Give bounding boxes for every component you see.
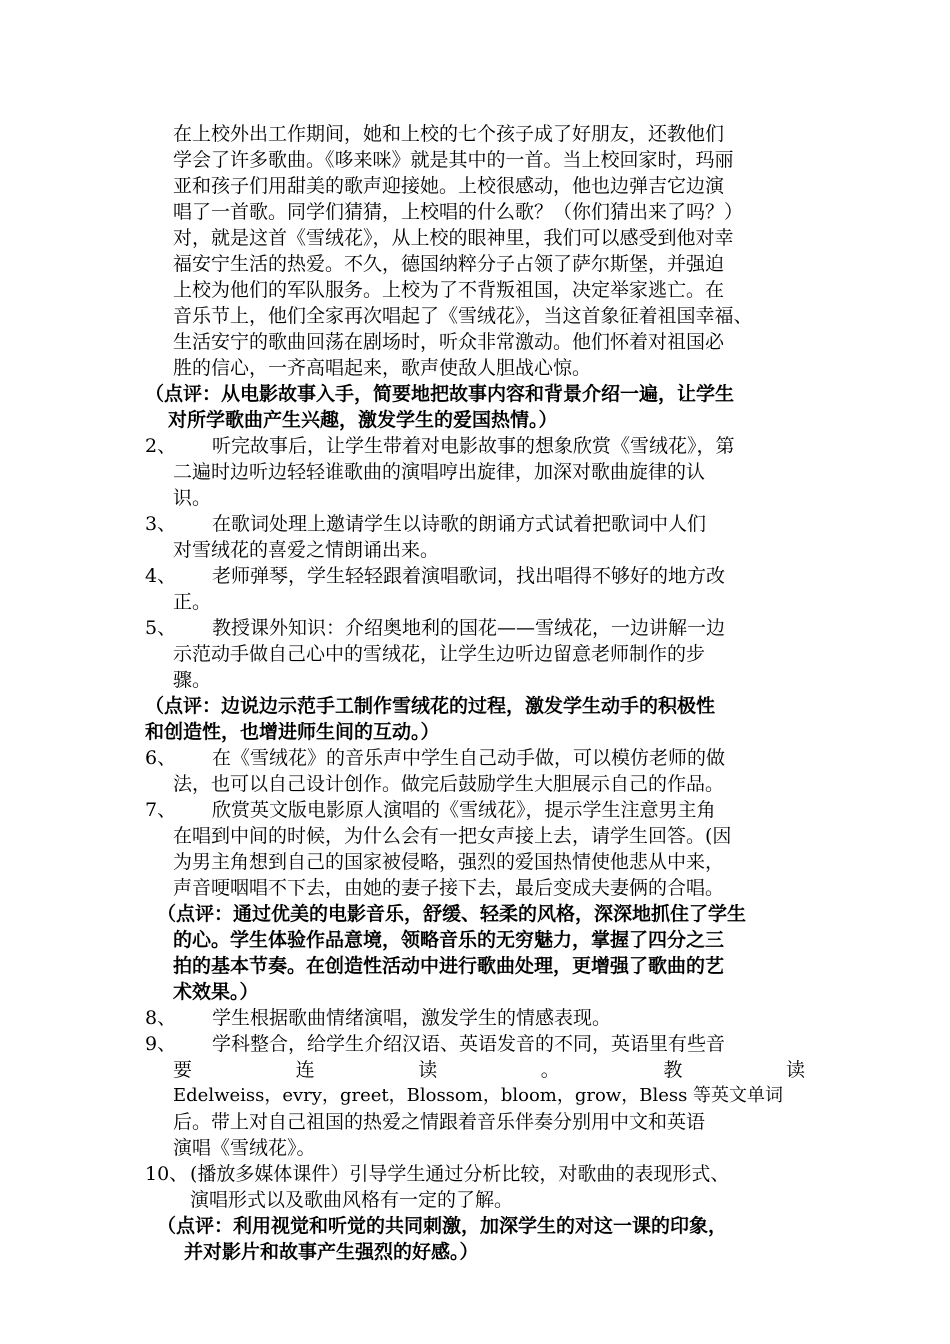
item-7-line-2: 在唱到中间的时候，为什么会有一把女声接上去，请学生回答。(因 (173, 825, 732, 847)
item-6-line-1: 在《雪绒花》的音乐声中学生自己动手做，可以模仿老师的做 (212, 747, 726, 769)
story-line-5: 对，就是这首《雪绒花》，从上校的眼神里，我们可以感受到他对幸 (173, 227, 734, 249)
item-5-line-2: 示范动手做自己心中的雪绒花，让学生边听边留意老师制作的步 (173, 643, 706, 665)
item-3-line-1: 在歌词处理上邀请学生以诗歌的朗诵方式试着把歌词中人们 (212, 513, 707, 535)
story-line-2: 学会了许多歌曲。《哆来咪》就是其中的一首。当上校回家时，玛丽 (173, 149, 734, 171)
item-9-word-2: 连 (295, 1059, 315, 1081)
item-8-line-1: 学生根据歌曲情绪演唱，激发学生的情感表现。 (212, 1007, 612, 1029)
story-line-6: 福安宁生活的热爱。不久，德国纳粹分子占领了萨尔斯堡，并强迫 (173, 253, 725, 275)
item-9-line-1: 学科整合，给学生介绍汉语、英语发音的不同，英语里有些音 (212, 1033, 726, 1055)
item-2-line-2: 二遍时边听边轻轻谁歌曲的演唱哼出旋律，加深对歌曲旋律的认 (173, 461, 706, 483)
story-line-7: 上校为他们的军队服务。上校为了不背叛祖国，决定举家逃亡。在 (173, 279, 725, 301)
item-2-line-3: 识。 (173, 487, 212, 509)
comment-1-line-1: （点评：从电影故事入手，简要地把故事内容和背景介绍一遍，让学生 (145, 383, 735, 405)
item-7-line-1: 欣赏英文版电影原人演唱的《雪绒花》，提示学生注意男主角 (212, 799, 716, 821)
comment-3-line-3: 拍的基本节奏。在创造性活动中进行歌曲处理，更增强了歌曲的艺 (173, 955, 725, 977)
item-10-line-2: 演唱形式以及歌曲风格有一定的了解。 (190, 1189, 514, 1211)
comment-2-line-1: （点评：边说边示范手工制作雪绒花的过程，激发学生动手的积极性 (145, 695, 716, 717)
item-7-line-3: 为男主角想到自己的国家被侵略，强烈的爱国热情使他悲从中来， (173, 851, 725, 873)
item-5-line-1: 教授课外知识：介绍奥地利的国花——雪绒花，一边讲解一边 (212, 617, 726, 639)
item-6-line-2: 法，也可以自己设计创作。做完后鼓励学生大胆展示自己的作品。 (173, 773, 725, 795)
item-9-word-3: 读 (418, 1059, 438, 1081)
item-7-number: 7、 (145, 799, 177, 821)
story-line-10: 胜的信心，一齐高唱起来，歌声使敌人胆战心惊。 (173, 357, 592, 379)
item-10-line-1: (播放多媒体课件）引导学生通过分析比较，对歌曲的表现形式、 (190, 1163, 730, 1185)
story-line-3: 亚和孩子们用甜美的歌声迎接她。上校很感动，他也边弹吉它边演 (173, 175, 725, 197)
item-7-line-4: 声音哽咽唱不下去，由她的妻子接下去，最后变成夫妻俩的合唱。 (173, 877, 725, 899)
item-9-word-1: 要 (173, 1059, 193, 1081)
comment-4-line-2: 并对影片和故事产生强烈的好感。） (184, 1241, 479, 1263)
item-8-number: 8、 (145, 1007, 177, 1029)
item-3-number: 3、 (145, 513, 177, 535)
story-line-1: 在上校外出工作期间，她和上校的七个孩子成了好朋友，还教他们 (173, 123, 725, 145)
item-9-word-5: 教 (663, 1059, 683, 1081)
item-2-number: 2、 (145, 435, 177, 457)
story-line-4: 唱了一首歌。同学们猜猜，上校唱的什么歌？（你们猜出来了吗？） (173, 201, 744, 223)
comment-4-line-1: （点评：利用视觉和听觉的共同刺激，加深学生的对这一课的印象， (157, 1215, 728, 1237)
item-4-line-2: 正。 (173, 591, 212, 613)
item-9-word-6: 读 (785, 1059, 805, 1081)
comment-3-line-4: 术效果。） (173, 981, 259, 1003)
item-9-line-5: 演唱《雪绒花》。 (173, 1137, 316, 1159)
item-5-line-3: 骤。 (173, 669, 212, 691)
story-line-8: 音乐节上，他们全家再次唱起了《雪绒花》，当这首象征着祖国幸福、 (173, 305, 753, 327)
item-9-line-4: 后。带上对自己祖国的热爱之情跟着音乐伴奏分别用中文和英语 (173, 1111, 706, 1133)
item-5-number: 5、 (145, 617, 177, 639)
item-10-number: 10、 (145, 1163, 189, 1185)
item-9-line-3: Edelweiss，evry，greet，Blossom，bloom，grow，Bless 等英文单词 (173, 1085, 784, 1106)
comment-3-line-2: 的心。学生体验作品意境，领略音乐的无穷魅力，掌握了四分之三 (173, 929, 725, 951)
item-9-word-4: 。 (540, 1059, 560, 1081)
comment-1-line-2: 对所学歌曲产生兴趣，激发学生的爱国热情。） (168, 409, 558, 431)
comment-2-line-2: 和创造性，也增进师生间的互动。） (145, 721, 440, 743)
item-9-spread-line (173, 1057, 805, 1083)
item-4-line-1: 老师弹琴，学生轻轻跟着演唱歌词，找出唱得不够好的地方改 (212, 565, 726, 587)
item-4-number: 4、 (145, 565, 177, 587)
item-6-number: 6、 (145, 747, 177, 769)
item-2-line-1: 听完故事后，让学生带着对电影故事的想象欣赏《雪绒花》，第 (212, 435, 735, 457)
story-line-9: 生活安宁的歌曲回荡在剧场时，听众非常激动。他们怀着对祖国必 (173, 331, 725, 353)
comment-3-line-1: （点评：通过优美的电影音乐，舒缓、轻柔的风格，深深地抓住了学生 (157, 903, 747, 925)
item-9-number: 9、 (145, 1033, 177, 1055)
item-3-line-2: 对雪绒花的喜爱之情朗诵出来。 (173, 539, 440, 561)
